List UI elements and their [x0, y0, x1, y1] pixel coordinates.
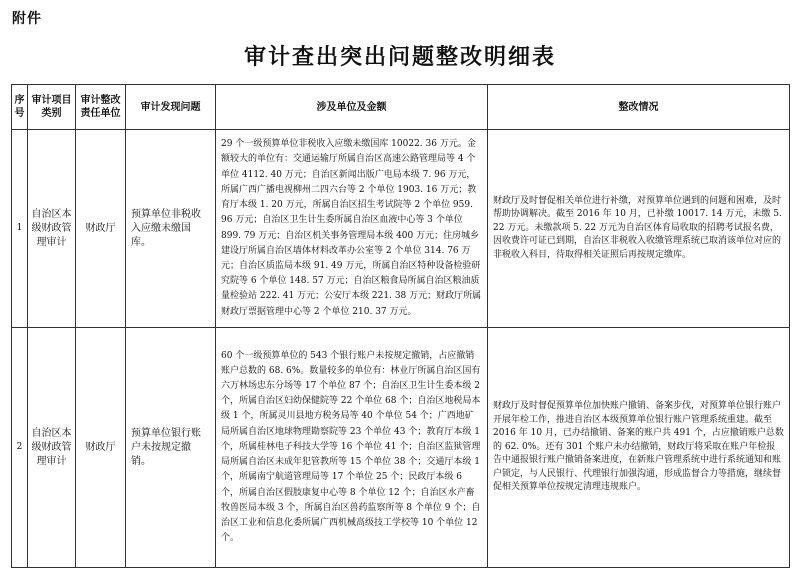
header-units-and-amounts: 涉及单位及金额 — [216, 85, 488, 130]
table-row — [12, 130, 790, 328]
attachment-label: 附件 — [12, 11, 42, 27]
serial-no-cell: 2 — [12, 328, 28, 568]
serial-no-cell: 1 — [12, 130, 28, 328]
page-title: 审计查出突出问题整改明细表 — [243, 45, 556, 70]
header-rectification-status: 整改情况 — [488, 85, 790, 130]
table-row — [12, 328, 790, 568]
rectification-status-cell: 财政厅及时督促预算单位加快账户撤销、备案步伐，对预算单位银行账户开展年检工作，推进自治区本级预算单位银行账户管理系统重建。截至 2016 年 10 月，已办结撤销、备案的账户共 491 个，占应撤销账户总数的 62. 0%。还有 301 个账户未办结撤销，财政厅将采取在账户年检报告中通报银行账户撤销备案进度，在新账户管理系统中进行系统通知和账户锁定，与人民银行、代理银行加强沟通，形成监督合力等措施，继续督促相关预算单位按规定清理违规账户。 — [488, 328, 790, 568]
audit-finding-cell: 预算单位非税收入应缴未缴国库。 — [126, 130, 216, 328]
units-and-amounts-cell: 60 个一级预算单位的 543 个银行账户未按规定撤销，占应撤销账户总数的 68. 6%。数量较多的单位有：林业厅所属自治区国有六万林场忠东分场等 17 个单位 87 个；自治区卫生计生委本级 2 个，所属自治区妇幼保健院等 22 个单位 68 个；自治区地税局本级 1 个，所属灵川县地方税务局等 40 个单位 54 个；广西地矿局所属自治区地球物理勘察院等 23 个单位 43 个；教育厅本级 1 个，所属桂林电子科技大学等 16 个单位 41 个；自治区监狱管理局所属自治区未成年犯管教所等 15 个单位 38 个；交通厅本级 1 个，所属南宁航道管理局等 17 个单位 25 个；民政厅本级 6 个，所属自治区假肢康复中心等 8 个单位 12 个；自治区水产畜牧兽医局本级 3 个，所属自治区兽药监察所等 8 个单位 9 个；自治区工业和信息化委所属广西机械高级技工学校等 10 个单位 12 个。 — [216, 328, 488, 568]
responsible-unit-cell: 财政厅 — [76, 328, 126, 568]
units-and-amounts-cell: 29 个一级预算单位非税收入应缴未缴国库 10022. 36 万元。金额较大的单位有：交通运输厅所属自治区高速公路管理局等 4 个单位 4112. 40 万元；自治区新闻出版广电局本级 7. 96 万元，所属广西广播电视柳州二四六台等 2 个单位 1903. 16 万元；教育厅本级 1. 20 万元，所属自治区招生考试院等 2 个单位 959. 96 万元；自治区卫生计生委所属自治区血液中心等 3 个单位 899. 79 万元；自治区机关事务管理局本级 400 万元；住房城乡建设厅所属自治区墙体材料改革办公室等 2 个单位 314. 76 万元；自治区质监局本级 91. 49 万元，所属自治区特种设备检验研究院等 6 个单位 148. 57 万元；自治区粮食局所属自治区粮油质量检验站 222. 41 万元；公安厅本级 221. 38 万元；财政厅所属财政厅票据管理中心等 2 个单位 210. 37 万元。 — [216, 130, 488, 328]
responsible-unit-cell: 财政厅 — [76, 130, 126, 328]
header-responsible-unit: 审计整改责任单位 — [76, 85, 126, 130]
audit-category-cell: 自治区本级财政管理审计 — [28, 328, 76, 568]
table-header-row — [12, 85, 790, 130]
header-audit-finding: 审计发现问题 — [126, 85, 216, 130]
rectification-status-cell: 财政厅及时督促相关单位进行补缴，对预算单位遇到的问题和困难，及时帮助协调解决。截至 2016 年 10 月，已补缴 10017. 14 万元，未缴 5. 22 万元。未缴款项 5. 22 万元为自治区体育局收取的招聘考试报名费，因收费许可证已到期，自治区非税收入收缴管理系统已取消该单位对应的非税收入科目，待取得相关证照后再按规定缴库。 — [488, 130, 790, 328]
header-serial-no: 序号 — [12, 85, 28, 130]
audit-category-cell: 自治区本级财政管理审计 — [28, 130, 76, 328]
header-audit-category: 审计项目类别 — [28, 85, 76, 130]
rectification-table — [11, 84, 790, 568]
audit-finding-cell: 预算单位银行账户未按规定撤销。 — [126, 328, 216, 568]
